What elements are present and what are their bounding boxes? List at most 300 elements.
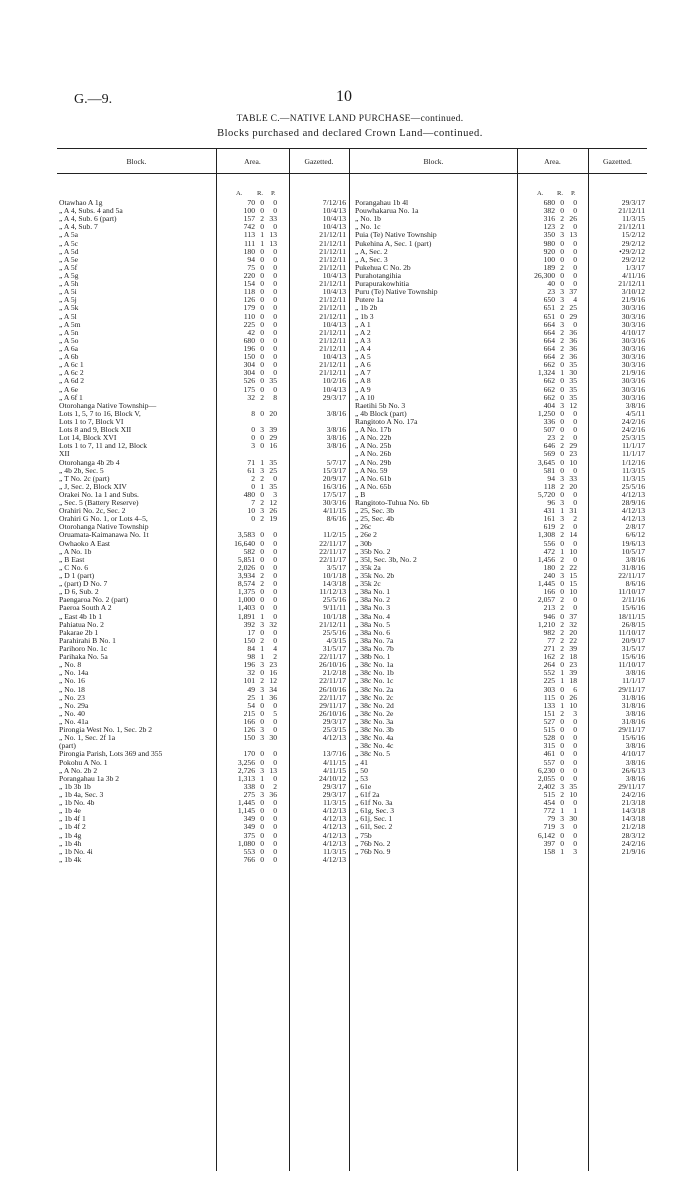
roods-cell: 3 <box>560 230 564 240</box>
block-cell: „ East 4b 1b 1 <box>59 612 103 621</box>
gazetted-cell: 11/3/15 <box>622 465 645 475</box>
perches-cell: 0 <box>573 822 577 832</box>
roods-cell: 0 <box>260 343 264 353</box>
perches-cell: 6 <box>573 684 577 694</box>
acres-cell: 61 <box>247 465 255 475</box>
table-row <box>353 515 647 523</box>
gazetted-cell: 3/10/12 <box>621 287 645 297</box>
table-row <box>57 572 349 580</box>
table-row <box>353 313 647 321</box>
acres-cell: 662 <box>543 360 555 370</box>
page-reference: G.—9. <box>74 92 113 107</box>
block-cell: „ No. 41a <box>59 718 89 726</box>
gazetted-cell: 4/11/15 <box>323 765 346 775</box>
gazetted-cell: 4/12/13 <box>621 489 645 499</box>
block-cell: „ 38c No. 4c <box>355 742 394 751</box>
roods-cell: 0 <box>260 489 264 499</box>
table-row <box>57 807 349 815</box>
perches-cell: 0 <box>573 717 577 726</box>
roods-cell: 1 <box>560 506 564 516</box>
acres-cell: 179 <box>243 303 255 313</box>
gazetted-cell: 3/8/16 <box>625 668 645 678</box>
perches-cell: 12 <box>269 676 277 686</box>
acres-cell: 3,256 <box>237 757 255 767</box>
roods-cell: 2 <box>260 579 264 589</box>
block-cell: „ 1b 3 <box>355 312 374 321</box>
table-row <box>353 207 647 215</box>
table-row <box>57 588 349 596</box>
table-row <box>353 629 647 637</box>
roods-cell: 0 <box>260 246 264 256</box>
acres-cell: 215 <box>243 708 255 718</box>
table-row <box>353 264 647 272</box>
table-row <box>57 596 349 604</box>
acres-cell: 3,583 <box>237 530 255 540</box>
block-cell: „ A 4 <box>355 344 371 353</box>
gazetted-cell: 3/8/16 <box>625 400 645 410</box>
gazetted-cell: 30/3/16 <box>621 343 645 353</box>
acres-cell: 118 <box>543 481 555 491</box>
block-cell: „ 26c <box>355 523 372 532</box>
block-cell: „ A 6c 2 <box>59 369 84 378</box>
gazetted-cell: 11/10/17 <box>618 660 645 670</box>
table-row <box>57 523 349 531</box>
perches-cell: 0 <box>273 343 277 353</box>
gazetted-cell: 11/10/17 <box>618 587 645 597</box>
gazetted-cell: 3/8/16 <box>326 441 346 451</box>
table-row <box>353 402 647 410</box>
block-cell: Pirongia West No. 1, Sec. 2b 2 <box>59 726 153 735</box>
acres-cell: 110 <box>243 311 255 321</box>
gazetted-cell: 26/10/16 <box>318 708 346 718</box>
block-cell: „ 35b No. 2 <box>355 547 391 556</box>
gazetted-cell: 21/3/18 <box>621 798 645 808</box>
header-rule <box>57 173 647 174</box>
acres-cell: 350 <box>543 230 555 240</box>
block-cell: „ No. 40 <box>59 709 85 718</box>
acres-cell: 275 <box>243 789 255 799</box>
acres-cell: 569 <box>543 449 555 459</box>
perches-cell: 0 <box>273 846 277 856</box>
block-cell: „ No. 18 <box>59 685 85 694</box>
perches-cell: 0 <box>573 206 577 216</box>
block-cell: „ 38a No. 4 <box>355 612 391 621</box>
perches-cell: 10 <box>569 700 577 710</box>
gazetted-cell: 21/12/11 <box>319 619 346 629</box>
block-cell: „ 1b 4a, Sec. 3 <box>59 790 104 799</box>
perches-cell: 0 <box>273 814 277 824</box>
roods-cell: 2 <box>560 789 564 799</box>
perches-cell: 36 <box>569 335 577 345</box>
roods-cell: 2 <box>560 352 564 362</box>
perches-cell: 29 <box>569 311 577 321</box>
perches-cell: 0 <box>273 806 277 816</box>
block-cell: „ 35k 2c <box>355 580 381 589</box>
block-cell: „ 61g, Sec. 3 <box>355 807 395 816</box>
perches-cell: 0 <box>573 262 577 272</box>
gazetted-cell: 29/3/17 <box>322 717 346 726</box>
perches-cell: 13 <box>269 238 277 248</box>
block-cell: „ No. 16 <box>59 677 85 686</box>
roods-cell: 0 <box>260 408 264 418</box>
roods-cell: 0 <box>260 538 264 548</box>
acres-cell: 150 <box>243 733 255 743</box>
perches-cell: 36 <box>269 692 277 702</box>
perches-cell: 31 <box>569 506 577 516</box>
gazetted-cell: 31/5/17 <box>322 644 346 654</box>
perches-cell: 0 <box>573 749 577 759</box>
roods-cell: 0 <box>560 773 564 783</box>
roods-cell: 0 <box>260 562 264 572</box>
acres-cell: 766 <box>243 854 255 864</box>
block-cell: „ 38b No. 1 <box>355 653 391 662</box>
perches-cell: 0 <box>573 733 577 743</box>
perches-cell: 23 <box>269 660 277 670</box>
block-cell: „ No. 1, Sec. 2f 1a <box>59 734 116 743</box>
acres-cell: 556 <box>543 538 555 548</box>
block-cell: Parihoro No. 1c <box>59 645 108 654</box>
block-cell: Pahiatua No. 2 <box>59 620 104 629</box>
table-row <box>353 564 647 572</box>
gazetted-cell: 14/3/18 <box>322 579 346 589</box>
table-row <box>57 564 349 572</box>
roods-cell: 0 <box>560 838 564 848</box>
gazetted-cell: 10/4/13 <box>322 270 346 280</box>
gazetted-cell: 4/12/13 <box>322 854 346 864</box>
perches-cell: 29 <box>569 441 577 451</box>
perches-cell: 35 <box>569 781 577 791</box>
roods-cell: 3 <box>560 514 564 524</box>
gazetted-cell: 18/11/15 <box>618 611 645 621</box>
acres-cell: 315 <box>543 741 555 751</box>
roods-cell: 0 <box>260 295 264 305</box>
roods-cell: 0 <box>260 433 264 443</box>
roods-cell: 0 <box>260 846 264 856</box>
block-cell: „ A No. 2b 2 <box>59 766 98 775</box>
left-roods-unit: R. <box>257 190 264 197</box>
block-cell: „ 61l, Sec. 2 <box>355 823 393 832</box>
perches-cell: 39 <box>569 644 577 654</box>
roods-cell: 0 <box>260 352 264 362</box>
gazetted-cell: 29/3/17 <box>621 198 645 207</box>
block-cell: „ 4b Block (part) <box>355 409 407 418</box>
perches-cell: 0 <box>273 579 277 589</box>
block-cell: „ 30b <box>355 539 372 548</box>
perches-cell: 0 <box>573 246 577 256</box>
gazetted-cell: 3/8/16 <box>625 773 645 783</box>
block-cell: „ 38a No. 1 <box>355 588 391 597</box>
gazetted-cell: 4/5/11 <box>625 408 645 418</box>
block-cell: Owhaoko A East <box>59 539 111 548</box>
acres-cell: 1,403 <box>237 603 255 613</box>
acres-cell: 304 <box>243 360 255 370</box>
gazetted-cell: 4/10/17 <box>621 327 645 337</box>
table-row <box>353 645 647 653</box>
table-row <box>57 491 349 499</box>
table-row <box>57 840 349 848</box>
gazetted-cell: 21/12/11 <box>319 327 346 337</box>
block-cell: „ 61f 2a <box>355 790 380 799</box>
block-cell: „ 38c No. 1a <box>355 661 394 670</box>
roods-cell: 0 <box>260 335 264 345</box>
roods-cell: 1 <box>260 692 264 702</box>
gazetted-cell: 4/12/13 <box>322 814 346 824</box>
perches-cell: 0 <box>573 416 577 426</box>
perches-cell: 20 <box>269 408 277 418</box>
roods-cell: 1 <box>560 846 564 856</box>
roods-cell: 0 <box>560 749 564 759</box>
block-cell: Orakei No. 1a 1 and Subs. <box>59 490 139 499</box>
block-cell: „ 35k 2a <box>355 563 381 572</box>
block-cell: „ A No. 26b <box>355 450 392 459</box>
block-cell: Pukehua C No. 2b <box>355 263 411 272</box>
roods-cell: 0 <box>560 538 564 548</box>
acres-cell: 133 <box>543 700 555 710</box>
perches-cell: 1 <box>573 806 577 816</box>
gazetted-cell: 24/2/16 <box>621 416 645 426</box>
perches-cell: 10 <box>569 546 577 556</box>
table-row <box>57 645 349 653</box>
table-row <box>353 588 647 596</box>
gazetted-cell: 3/8/16 <box>625 554 645 564</box>
table-row <box>57 686 349 694</box>
acres-cell: 2,402 <box>537 781 555 791</box>
acres-cell: 382 <box>543 206 555 216</box>
gazetted-cell: 31/8/16 <box>621 562 645 572</box>
roods-cell: 0 <box>560 684 564 694</box>
table-row <box>353 288 647 296</box>
perches-cell: 0 <box>273 295 277 305</box>
table-row <box>353 718 647 726</box>
block-cell: „ A 5i <box>59 288 77 297</box>
roods-cell: 2 <box>560 708 564 718</box>
perches-cell: 23 <box>569 449 577 459</box>
roods-cell: 2 <box>560 554 564 564</box>
roods-cell: 0 <box>560 311 564 321</box>
left-gazetted-header: Gazetted. <box>304 157 334 166</box>
gazetted-cell: 4/12/13 <box>322 806 346 816</box>
block-cell: „ No. 1c <box>355 223 381 232</box>
gazetted-cell: 15/2/12 <box>621 230 645 240</box>
acres-cell: 1,456 <box>537 554 555 564</box>
gazetted-cell: 11/3/15 <box>622 214 645 224</box>
block-cell: „ A 7 <box>355 369 371 378</box>
roods-cell: 0 <box>260 806 264 816</box>
gazetted-cell: 10/2/16 <box>322 376 346 386</box>
acres-cell: 557 <box>543 757 555 767</box>
gazetted-cell: 31/8/16 <box>621 692 645 702</box>
page-number: 10 <box>336 88 352 105</box>
block-cell: „ A 5c <box>59 239 78 248</box>
acres-cell: 150 <box>243 635 255 645</box>
gazetted-cell: 29/11/17 <box>618 725 645 735</box>
acres-cell: 96 <box>547 498 555 508</box>
roods-cell: 0 <box>560 246 564 256</box>
gazetted-cell: 30/3/16 <box>621 303 645 313</box>
gazetted-cell: 21/12/11 <box>319 335 346 345</box>
block-cell: „ C No. 6 <box>59 563 89 572</box>
table-row <box>353 556 647 564</box>
table-row <box>57 264 349 272</box>
table-row <box>57 677 349 685</box>
acres-cell: 397 <box>543 838 555 848</box>
table-row <box>353 361 647 369</box>
acres-cell: 5,720 <box>537 489 555 499</box>
block-cell: „ D 1 (part) <box>59 572 95 581</box>
gazetted-cell: 21/12/11 <box>319 254 346 264</box>
acres-cell: 1,308 <box>537 530 555 540</box>
gazetted-cell: 11/2/15 <box>323 530 346 540</box>
perches-cell: 37 <box>569 611 577 621</box>
perches-cell: 0 <box>273 206 277 216</box>
roods-cell: 0 <box>560 717 564 726</box>
perches-cell: 20 <box>569 627 577 637</box>
table-row <box>57 742 349 750</box>
block-cell: „ 38a No. 6 <box>355 628 391 637</box>
perches-cell: 0 <box>273 546 277 556</box>
block-cell: Otawhao A 1g <box>59 199 103 207</box>
table-row <box>353 694 647 702</box>
roods-cell: 0 <box>560 465 564 475</box>
gazetted-cell: 28/3/12 <box>621 830 645 840</box>
acres-cell: 1,313 <box>237 773 255 783</box>
acres-cell: 84 <box>247 644 255 654</box>
gazetted-cell: 21/12/11 <box>319 360 346 370</box>
acres-cell: 6,230 <box>537 765 555 775</box>
table-row <box>57 848 349 856</box>
perches-cell: 0 <box>273 571 277 581</box>
acres-cell: 664 <box>543 327 555 337</box>
table-row <box>353 256 647 264</box>
acres-cell: 161 <box>543 514 555 524</box>
perches-cell: 0 <box>573 408 577 418</box>
block-cell: Oruamata-Kaimanawa No. 1t <box>59 531 149 540</box>
acres-cell: 3 <box>251 441 255 451</box>
table-row <box>353 531 647 539</box>
roods-cell: 0 <box>560 270 564 280</box>
acres-cell: 349 <box>243 822 255 832</box>
table-row <box>57 256 349 264</box>
roods-cell: 0 <box>560 830 564 840</box>
perches-cell: 16 <box>269 441 277 451</box>
block-cell: „ 38a No. 7a <box>355 636 394 645</box>
block-cell: „ A 4, Subs. 4 and 5a <box>59 207 123 216</box>
block-cell: Parahirahi B No. 1 <box>59 636 116 645</box>
perches-cell: 0 <box>573 433 577 443</box>
block-cell: „ 4b 2b, Sec. 5 <box>59 466 104 475</box>
perches-cell: 0 <box>273 798 277 808</box>
block-cell: Putere 1a <box>355 296 384 305</box>
perches-cell: 0 <box>273 854 277 864</box>
roods-cell: 0 <box>260 587 264 597</box>
roods-cell: 2 <box>560 335 564 345</box>
acres-cell: 662 <box>543 392 555 402</box>
acres-cell: 375 <box>243 830 255 840</box>
table-row <box>353 799 647 807</box>
block-cell: Orahiri No. 2c, Sec. 2 <box>59 507 126 516</box>
block-cell: „ 35l, Sec. 3b, No. 2 <box>355 555 417 564</box>
acres-cell: 162 <box>543 652 555 662</box>
perches-cell: 0 <box>273 246 277 256</box>
block-cell: „ A 6e <box>59 385 78 394</box>
block-cell: „ 1b 4e <box>59 807 81 816</box>
acres-cell: 1,210 <box>537 619 555 629</box>
perches-cell: 36 <box>269 789 277 799</box>
acres-cell: 2,055 <box>537 773 555 783</box>
table-row <box>353 434 647 442</box>
roods-cell: 0 <box>260 798 264 808</box>
gazetted-cell: 4/12/13 <box>322 733 346 743</box>
table-row <box>57 637 349 645</box>
table-row <box>57 775 349 783</box>
roods-cell: 1 <box>560 368 564 378</box>
perches-cell: 10 <box>569 457 577 467</box>
roods-cell: 0 <box>560 392 564 402</box>
gazetted-cell: 21/2/18 <box>621 822 645 832</box>
block-cell: „ A 8 <box>355 377 371 386</box>
right-perches-unit: P. <box>571 190 576 197</box>
perches-cell: 0 <box>273 262 277 272</box>
table-row <box>57 507 349 515</box>
gazetted-cell: 25/3/15 <box>322 725 346 735</box>
gazetted-cell: 11/1/17 <box>622 449 645 459</box>
roods-cell: 0 <box>260 830 264 840</box>
table-row <box>57 734 349 742</box>
block-cell: „ 26e 2 <box>355 531 377 540</box>
roods-cell: 2 <box>560 562 564 572</box>
gazetted-cell: 22/11/17 <box>319 652 346 662</box>
acres-cell: 651 <box>543 311 555 321</box>
table-row <box>57 832 349 840</box>
gazetted-cell: 21/12/11 <box>319 295 346 305</box>
block-cell: „ A 1 <box>355 320 371 329</box>
block-cell: „ A 10 <box>355 393 375 402</box>
gazetted-cell: 30/3/16 <box>621 384 645 394</box>
roods-cell: 0 <box>560 587 564 597</box>
gazetted-cell: 21/12/11 <box>319 303 346 313</box>
roods-cell: 3 <box>560 287 564 297</box>
perches-cell: 0 <box>273 595 277 605</box>
table-row <box>57 791 349 799</box>
acres-cell: 461 <box>543 749 555 759</box>
perches-cell: 36 <box>569 343 577 353</box>
roods-cell: 0 <box>260 311 264 321</box>
block-cell: „ 38c No. 1b <box>355 669 394 678</box>
gazetted-cell: 31/5/17 <box>621 644 645 654</box>
gazetted-cell: 21/12/11 <box>319 311 346 321</box>
table-row <box>353 832 647 840</box>
acres-cell: 664 <box>543 343 555 353</box>
center-divider <box>349 148 350 1171</box>
table-row <box>353 677 647 685</box>
top-rule <box>57 148 647 149</box>
gazetted-cell: 11/1/17 <box>622 441 645 451</box>
roods-cell: 2 <box>560 343 564 353</box>
right-table-column <box>353 199 647 856</box>
perches-cell: 14 <box>569 530 577 540</box>
acres-cell: 662 <box>543 384 555 394</box>
roods-cell: 2 <box>560 214 564 224</box>
gazetted-cell: 4/12/13 <box>322 822 346 832</box>
perches-cell: 36 <box>569 327 577 337</box>
block-cell: „ 38c No. 2a <box>355 685 394 694</box>
block-cell: „ 38c No. 1c <box>355 677 394 686</box>
acres-cell: 123 <box>543 222 555 232</box>
perches-cell: 0 <box>573 489 577 499</box>
acres-cell: 946 <box>543 611 555 621</box>
table-row <box>57 483 349 491</box>
gazetted-cell: 15/6/16 <box>621 652 645 662</box>
